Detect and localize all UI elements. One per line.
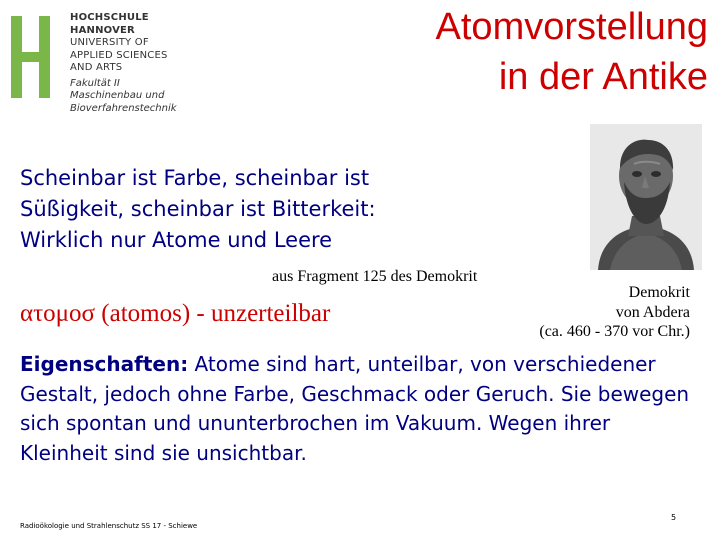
properties-paragraph xyxy=(20,350,700,468)
logo-faculty-line: Maschinenbau und xyxy=(70,90,165,101)
logo-faculty-line: Bioverfahrenstechnik xyxy=(70,102,177,114)
caption-line: von Abdera xyxy=(615,303,690,321)
logo-text xyxy=(70,12,177,115)
demokrit-quote xyxy=(20,163,376,256)
slide-title-line: Atomvorstellung xyxy=(435,6,708,48)
properties-heading: Eigenschaften: xyxy=(20,352,189,376)
page-number: 5 xyxy=(671,513,677,522)
logo-line: AND ARTS xyxy=(70,62,123,73)
logo-faculty-line: Fakultät II xyxy=(70,77,120,89)
properties-text: Atome sind hart, unteilbar, von verschiedener Gestalt, jedoch ohne Farbe, Geschmack oder Geruch. Sie bewegen sich spontan und ununterbrochen im Vakuum. Wegen ihrer Kleinheit sind sie unsichtbar. xyxy=(20,352,690,465)
logo-line: UNIVERSITY OF xyxy=(70,37,149,48)
logo-line: HOCHSCHULE xyxy=(70,12,149,23)
quote-line: Wirklich nur Atome und Leere xyxy=(20,228,333,252)
quote-line: Süßigkeit, scheinbar ist Bitterkeit: xyxy=(20,197,376,221)
footer-text: Radioökologie und Strahlenschutz SS 17 - Schiewe xyxy=(20,522,198,530)
logo-line: APPLIED SCIENCES xyxy=(70,49,168,61)
quote-source: aus Fragment 125 des Demokrit xyxy=(272,268,478,285)
quote-line: Scheinbar ist Farbe, scheinbar ist xyxy=(20,166,370,190)
logo-line: HANNOVER xyxy=(70,24,135,36)
caption-line: (ca. 460 - 370 vor Chr.) xyxy=(539,323,690,340)
logo-bar-middle xyxy=(11,52,50,62)
atomos-definition: ατομοσ (atomos) - unzerteilbar xyxy=(20,300,331,327)
slide-title xyxy=(436,2,708,102)
slide-title-line: in der Antike xyxy=(498,56,708,98)
bust-portrait-icon xyxy=(590,124,702,270)
bust-caption xyxy=(539,283,690,342)
caption-line: Demokrit xyxy=(628,284,690,301)
